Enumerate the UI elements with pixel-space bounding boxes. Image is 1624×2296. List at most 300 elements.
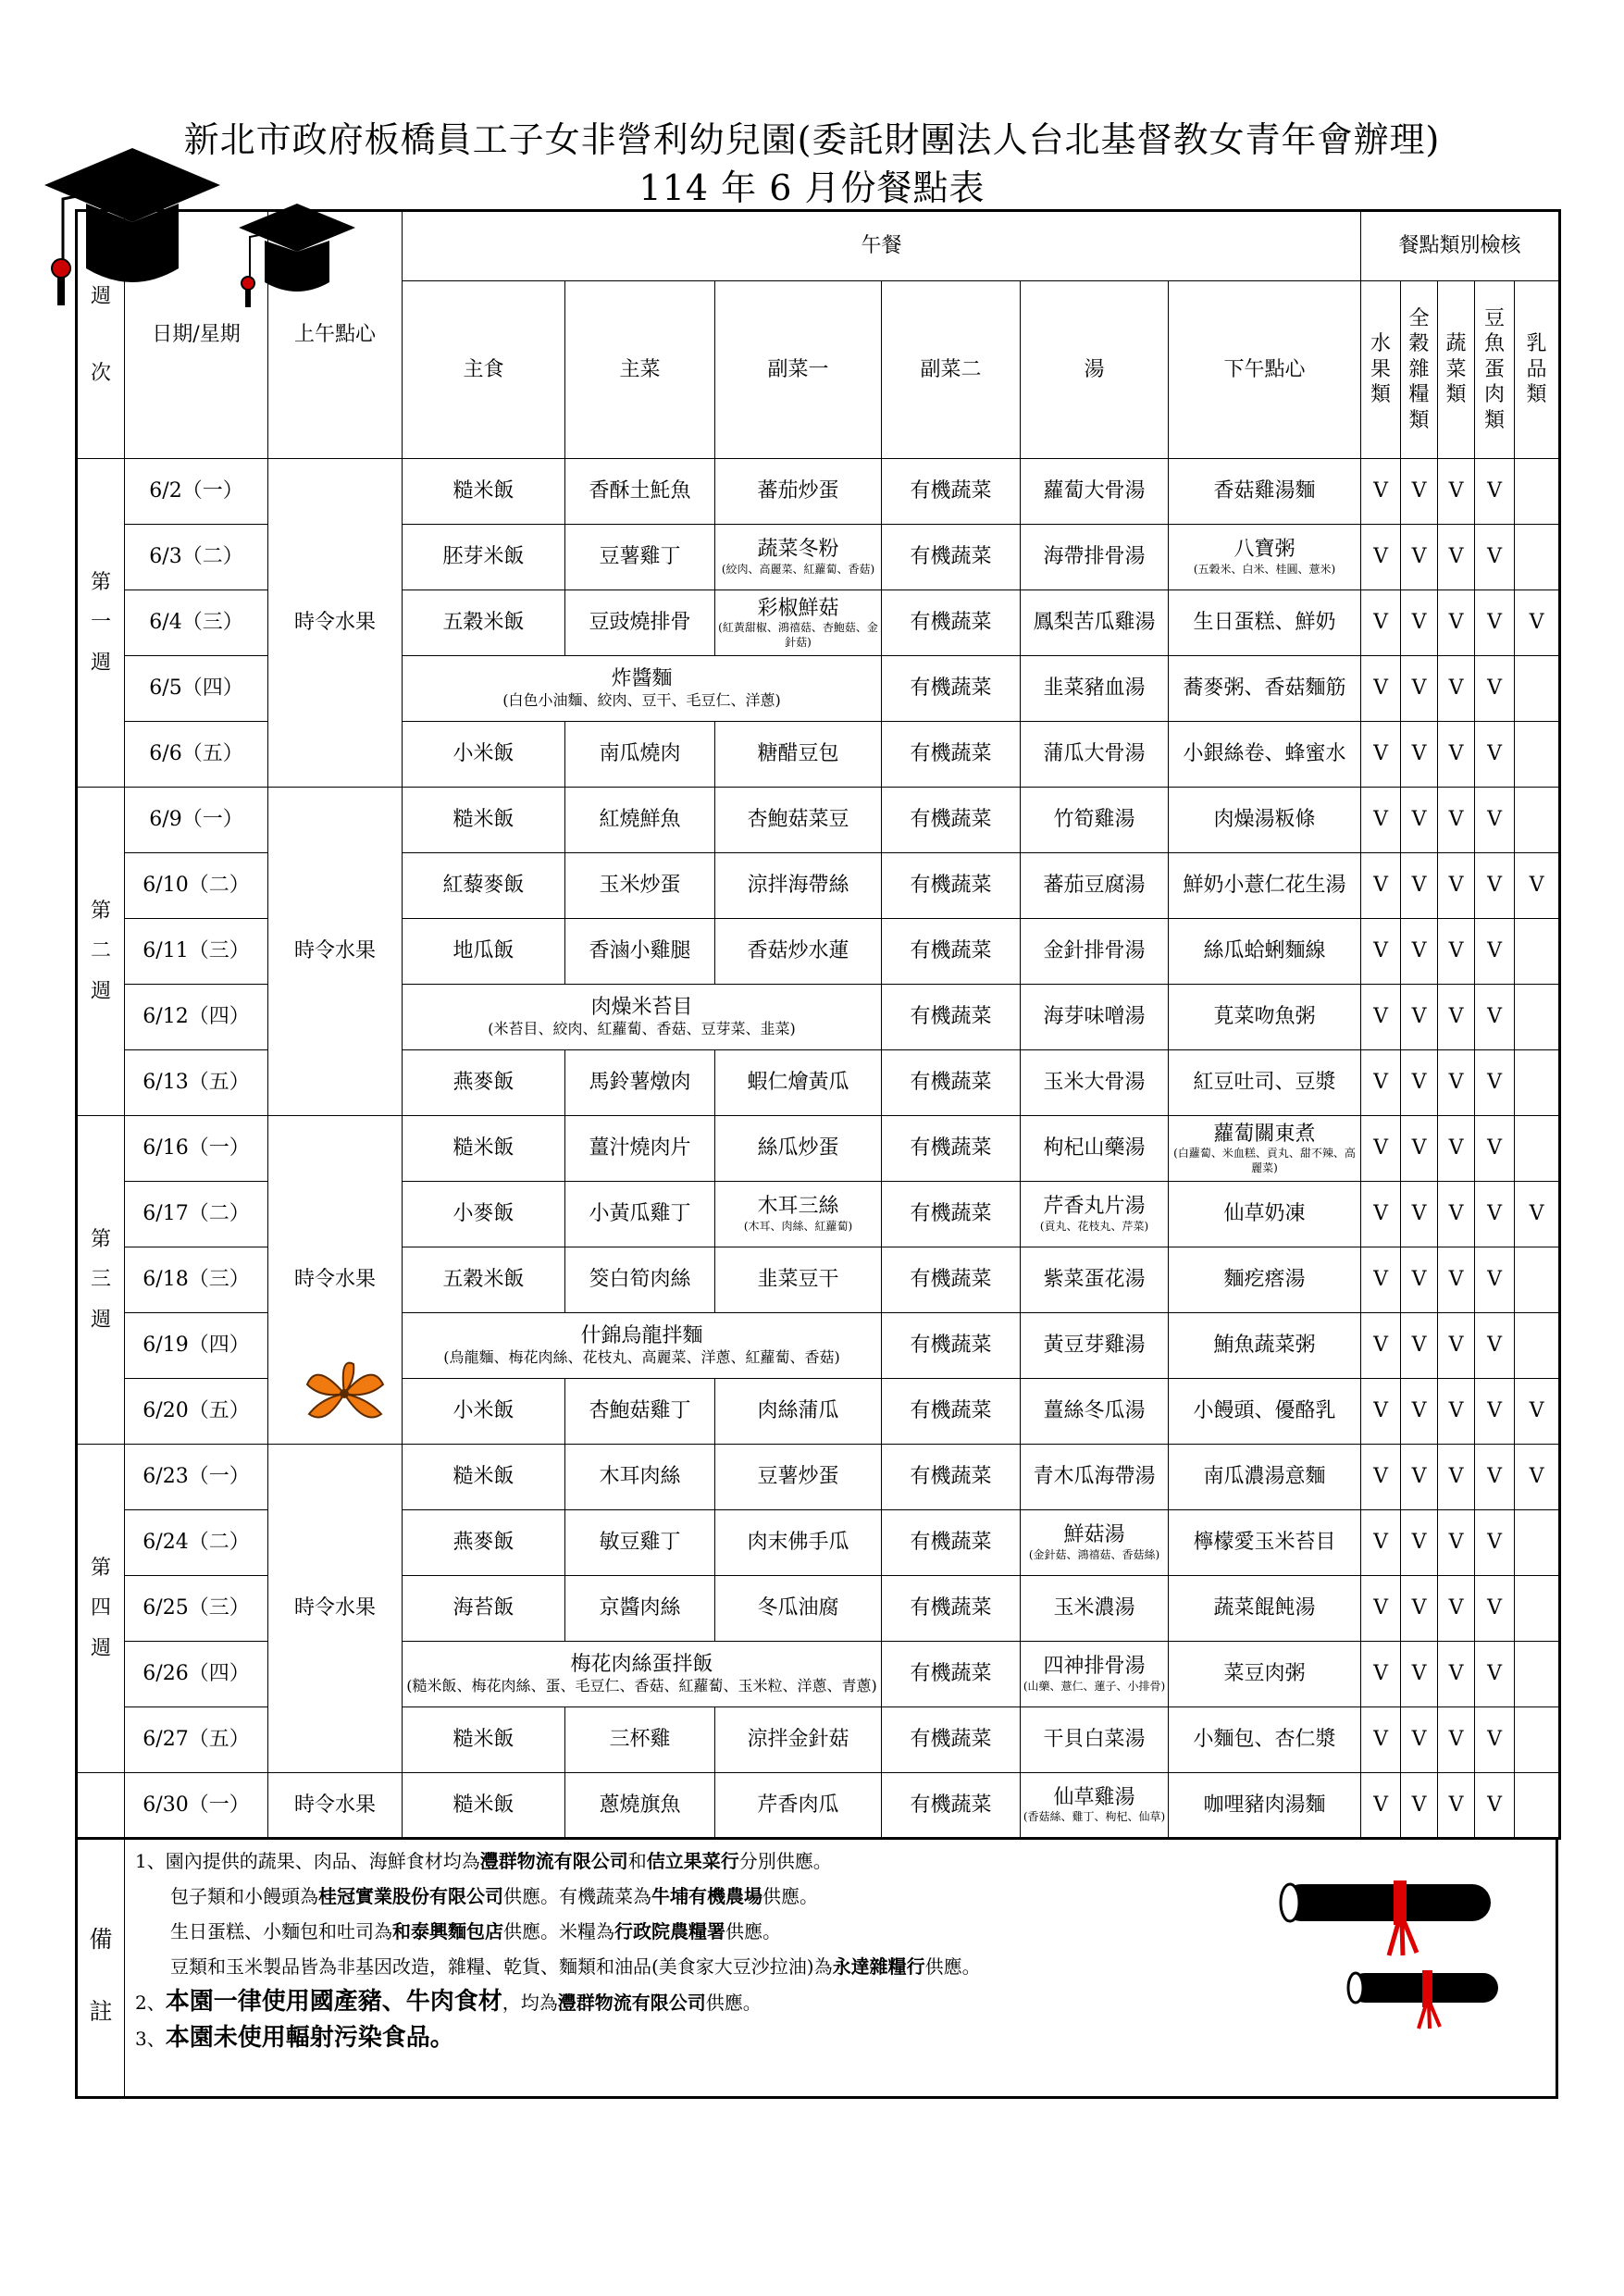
soup-cell	[1021, 590, 1169, 656]
check-mark: V	[1438, 985, 1475, 1050]
afternoon-snack-cell-text: 小饅頭、優酪乳	[1193, 1399, 1336, 1423]
date-cell: 6/20（五）	[125, 1379, 268, 1445]
staple-cell: 五穀米飯	[403, 1247, 565, 1313]
staple-cell: 糙米飯	[403, 1707, 565, 1773]
soup-cell-text: 金針排骨湯	[1043, 939, 1146, 963]
check-mark: V	[1475, 1247, 1515, 1313]
afternoon-snack-cell-text: 蔬菜餛飩湯	[1213, 1596, 1316, 1620]
check-mark: V	[1475, 656, 1515, 722]
afternoon-snack-cell-text: 小麵包、杏仁漿	[1193, 1728, 1336, 1752]
side-dish2-cell: 有機蔬菜	[882, 525, 1021, 590]
date-cell: 6/10（二）	[125, 853, 268, 919]
check-mark: V	[1361, 1576, 1401, 1642]
side-dish1-cell	[715, 1576, 882, 1642]
afternoon-snack-cell-text: 小銀絲卷、蜂蜜水	[1183, 742, 1346, 766]
check-veg-header: 蔬 菜 類	[1438, 281, 1475, 459]
afternoon-snack-cell-note: (白蘿蔔、米血糕、貢丸、甜不辣、高麗菜)	[1173, 1147, 1356, 1174]
staple-cell: 五穀米飯	[403, 590, 565, 656]
afternoon-snack-cell	[1169, 1510, 1361, 1576]
note-line-5: 2、本園一律使用國產豬、牛肉食材，均為灃群物流有限公司供應。	[135, 1988, 762, 2016]
check-mark	[1515, 1247, 1560, 1313]
afternoon-snack-cell	[1169, 590, 1361, 656]
soup-cell-text: 蘿蔔大骨湯	[1043, 479, 1146, 503]
combined-dish-note: (烏龍麵、梅花肉絲、花枝丸、高麗菜、洋蔥、紅蘿蔔、香菇)	[443, 1348, 840, 1367]
check-mark: V	[1438, 525, 1475, 590]
week-label: 第 四 週	[77, 1445, 125, 1773]
note-line-4: 豆類和玉米製品皆為非基因改造，雜糧、乾貨、麵類和油品(美食家大豆沙拉油)為永達雜糧行供應。	[170, 1955, 981, 1978]
afternoon-snack-cell-text: 紅豆吐司、豆漿	[1193, 1071, 1336, 1095]
date-cell: 6/13（五）	[125, 1050, 268, 1116]
check-mark: V	[1401, 590, 1438, 656]
check-mark: V	[1475, 1116, 1515, 1182]
soup-cell	[1021, 1642, 1169, 1707]
side-dish1-cell-text: 彩椒鮮菇	[757, 596, 839, 620]
check-mark	[1515, 1050, 1560, 1116]
soup-cell-text: 鮮菇湯	[1063, 1523, 1125, 1547]
check-mark: V	[1438, 1116, 1475, 1182]
check-mark: V	[1401, 1445, 1438, 1510]
combined-dish-note: (白色小油麵、絞肉、豆干、毛豆仁、洋蔥)	[502, 691, 781, 710]
morning-snack-cell: 時令水果	[268, 1445, 403, 1773]
date-cell: 6/24（二）	[125, 1510, 268, 1576]
check-mark: V	[1361, 1445, 1401, 1510]
staple-cell: 糙米飯	[403, 1773, 565, 1839]
staple-cell: 小米飯	[403, 722, 565, 788]
check-mark: V	[1515, 853, 1560, 919]
check-mark: V	[1401, 1510, 1438, 1576]
check-mark: V	[1361, 1116, 1401, 1182]
check-mark: V	[1475, 919, 1515, 985]
staple-cell: 燕麥飯	[403, 1050, 565, 1116]
date-cell: 6/30（一）	[125, 1773, 268, 1839]
side-dish1-cell-note: (絞肉、高麗菜、紅蘿蔔、香菇)	[721, 562, 875, 576]
check-mark: V	[1361, 590, 1401, 656]
morning-snack-cell: 時令水果	[268, 788, 403, 1116]
afternoon-snack-cell	[1169, 656, 1361, 722]
check-mark: V	[1361, 1773, 1401, 1839]
side-dish1-cell-text: 蕃茄炒蛋	[757, 479, 839, 503]
check-mark: V	[1361, 853, 1401, 919]
side-dish1-cell	[715, 853, 882, 919]
check-mark: V	[1475, 1773, 1515, 1839]
soup-cell	[1021, 525, 1169, 590]
date-cell: 6/9（一）	[125, 788, 268, 853]
check-mark: V	[1361, 1247, 1401, 1313]
check-mark: V	[1401, 1050, 1438, 1116]
date-cell: 6/27（五）	[125, 1707, 268, 1773]
check-mark: V	[1438, 1707, 1475, 1773]
afternoon-snack-cell	[1169, 722, 1361, 788]
staple-cell: 紅藜麥飯	[403, 853, 565, 919]
check-mark: V	[1515, 1379, 1560, 1445]
side-dish1-cell-text: 杏鮑菇菜豆	[747, 808, 849, 832]
check-mark	[1515, 1707, 1560, 1773]
afternoon-snack-cell	[1169, 1642, 1361, 1707]
check-mark	[1515, 1510, 1560, 1576]
check-mark: V	[1401, 1576, 1438, 1642]
main-dish-cell: 杏鮑菇雞丁	[565, 1379, 715, 1445]
soup-cell-text: 薑絲冬瓜湯	[1043, 1399, 1146, 1423]
side-dish1-cell-text: 豆薯炒蛋	[757, 1465, 839, 1489]
side-dish1-cell-text: 涼拌海帶絲	[747, 874, 849, 898]
check-mark: V	[1475, 1642, 1515, 1707]
check-mark: V	[1361, 1379, 1401, 1445]
staple-cell: 糙米飯	[403, 459, 565, 525]
page-title: 新北市政府板橋員工子女非營利幼兒園(委託財團法人台北基督教女青年會辦理)	[183, 119, 1441, 160]
afternoon-snack-cell-note: (五穀米、白米、桂圓、薏米)	[1193, 562, 1336, 576]
note-line-1: 1、園內提供的蔬果、肉品、海鮮食材均為灃群物流有限公司和佶立果菜行分別供應。	[135, 1850, 832, 1872]
staple-cell: 糙米飯	[403, 1116, 565, 1182]
soup-cell-text: 玉米濃湯	[1053, 1596, 1135, 1620]
lunch-header: 午餐	[403, 211, 1361, 281]
afternoon-snack-cell-text: 鮪魚蔬菜粥	[1213, 1334, 1316, 1358]
afternoon-snack-cell-text: 菜豆肉粥	[1223, 1662, 1306, 1686]
note-line-6: 3、本園未使用輻射污染食品。	[135, 2024, 454, 2052]
check-mark: V	[1438, 1379, 1475, 1445]
morning-snack-cell: 時令水果	[268, 459, 403, 788]
side-dish2-cell: 有機蔬菜	[882, 1182, 1021, 1247]
main-dish-cell: 南瓜燒肉	[565, 722, 715, 788]
staple-cell: 燕麥飯	[403, 1510, 565, 1576]
soup-cell-note: (金針菇、鴻禧菇、香菇絲)	[1028, 1547, 1160, 1561]
main-dish-cell: 筊白筍肉絲	[565, 1247, 715, 1313]
side-dish1-cell: 芹香肉瓜	[715, 1773, 882, 1839]
side-dish1-cell-text: 香菇炒水蓮	[747, 939, 849, 963]
date-cell: 6/5（四）	[125, 656, 268, 722]
soup-cell	[1021, 919, 1169, 985]
soup-cell	[1021, 1116, 1169, 1182]
afternoon-snack-cell	[1169, 1247, 1361, 1313]
check-mark: V	[1438, 459, 1475, 525]
side-dish2-cell: 有機蔬菜	[882, 1445, 1021, 1510]
check-mark: V	[1475, 788, 1515, 853]
soup-cell-note: (山藥、薏仁、蓮子、小排骨)	[1023, 1679, 1166, 1693]
check-mark: V	[1438, 722, 1475, 788]
main-dish-cell: 香滷小雞腿	[565, 919, 715, 985]
check-mark: V	[1361, 985, 1401, 1050]
check-mark	[1515, 788, 1560, 853]
afternoon-snack-cell	[1169, 1116, 1361, 1182]
check-mark: V	[1475, 1576, 1515, 1642]
afternoon-snack-cell-text: 檸檬愛玉米苔目	[1193, 1531, 1336, 1555]
afternoon-snack-cell-text: 肉燥湯粄條	[1213, 808, 1316, 832]
main-dish-cell: 香酥土魠魚	[565, 459, 715, 525]
check-mark: V	[1401, 1379, 1438, 1445]
check-grain-header: 全 穀 雜 糧 類	[1401, 281, 1438, 459]
check-mark: V	[1361, 1313, 1401, 1379]
main-dish-cell: 豆豉燒排骨	[565, 590, 715, 656]
date-cell: 6/12（四）	[125, 985, 268, 1050]
table-row	[77, 1445, 1560, 1510]
check-mark: V	[1401, 788, 1438, 853]
check-mark: V	[1401, 985, 1438, 1050]
soup-cell-text: 玉米大骨湯	[1043, 1071, 1146, 1095]
main-dish-cell: 紅燒鮮魚	[565, 788, 715, 853]
check-mark: V	[1361, 788, 1401, 853]
side-dish1-cell	[715, 1182, 882, 1247]
date-cell: 6/17（二）	[125, 1182, 268, 1247]
check-mark: V	[1438, 1445, 1475, 1510]
afternoon-snack-cell-text: 絲瓜蛤蜊麵線	[1203, 939, 1326, 963]
check-mark: V	[1401, 1773, 1438, 1839]
check-mark	[1515, 1313, 1560, 1379]
check-mark	[1515, 656, 1560, 722]
side-dish1-cell-text: 糖醋豆包	[757, 742, 839, 766]
soup-cell	[1021, 1247, 1169, 1313]
check-mark: V	[1401, 919, 1438, 985]
soup-cell-text: 蒲瓜大骨湯	[1043, 742, 1146, 766]
side-dish1-cell-note: (木耳、肉絲、紅蘿蔔)	[743, 1219, 853, 1233]
side-dish1-cell	[715, 525, 882, 590]
check-mark: V	[1401, 1707, 1438, 1773]
side-dish1-cell-text: 肉末佛手瓜	[747, 1531, 849, 1555]
week-label: 第 三 週	[77, 1116, 125, 1445]
soup-cell	[1021, 1445, 1169, 1510]
check-mark: V	[1401, 1313, 1438, 1379]
note-line-3: 生日蛋糕、小麵包和吐司為和泰興麵包店供應。米糧為行政院農糧署供應。	[170, 1920, 781, 1942]
soup-cell	[1021, 1379, 1169, 1445]
notes-body	[135, 1843, 981, 2056]
check-mark: V	[1361, 459, 1401, 525]
check-header: 餐點類別檢核	[1361, 211, 1560, 281]
afternoon-snack-cell-text: 麵疙瘩湯	[1223, 1268, 1306, 1292]
side-dish1-cell	[715, 459, 882, 525]
combined-dish-note: (糙米飯、梅花肉絲、蛋、毛豆仁、香菇、紅蘿蔔、玉米粒、洋蔥、青蔥)	[406, 1677, 877, 1695]
diploma-scroll-small-icon	[1341, 1967, 1507, 2032]
flower-icon	[298, 1357, 391, 1431]
soup-cell	[1021, 722, 1169, 788]
date-cell: 6/2（一）	[125, 459, 268, 525]
check-mark: V	[1401, 1116, 1438, 1182]
combined-dish	[403, 1313, 882, 1379]
soup-cell	[1021, 1576, 1169, 1642]
afternoon-snack-cell-text: 生日蛋糕、鮮奶	[1193, 611, 1336, 635]
date-cell: 6/6（五）	[125, 722, 268, 788]
soup-cell	[1021, 1773, 1169, 1839]
check-mark: V	[1401, 1247, 1438, 1313]
morning-snack-cell: 時令水果	[268, 1116, 403, 1445]
side-dish1-cell	[715, 590, 882, 656]
main-dish-cell: 木耳肉絲	[565, 1445, 715, 1510]
soup-cell-text: 黃豆芽雞湯	[1043, 1334, 1146, 1358]
side-dish1-cell-note: (紅黃甜椒、鴻禧菇、杏鮑菇、金針菇)	[718, 621, 878, 649]
side-dish1-cell-text: 木耳三絲	[757, 1195, 839, 1219]
staple-cell: 海苔飯	[403, 1576, 565, 1642]
soup-cell-text: 四神排骨湯	[1043, 1655, 1146, 1679]
side-dish2-cell: 有機蔬菜	[882, 1576, 1021, 1642]
side-dish2-cell: 有機蔬菜	[882, 853, 1021, 919]
afternoon-snack-cell-text: 香菇雞湯麵	[1213, 479, 1316, 503]
check-mark: V	[1401, 1642, 1438, 1707]
side-dish2-cell: 有機蔬菜	[882, 1313, 1021, 1379]
main-dish-cell: 小黃瓜雞丁	[565, 1182, 715, 1247]
side-dish2-cell: 有機蔬菜	[882, 1116, 1021, 1182]
side-dish2-cell: 有機蔬菜	[882, 722, 1021, 788]
combined-dish	[403, 985, 882, 1050]
side-dish1-cell	[715, 1116, 882, 1182]
afternoon-snack-cell	[1169, 1707, 1361, 1773]
check-mark	[1515, 1773, 1560, 1839]
soup-cell-text: 干貝白菜湯	[1043, 1728, 1146, 1752]
soup-cell	[1021, 656, 1169, 722]
staple-cell: 小米飯	[403, 1379, 565, 1445]
staple-cell: 糙米飯	[403, 788, 565, 853]
afternoon-snack-cell-text: 蕎麥粥、香菇麵筋	[1183, 676, 1346, 701]
soup-cell-text: 蕃茄豆腐湯	[1043, 874, 1146, 898]
soup-cell	[1021, 1510, 1169, 1576]
side-dish2-cell: 有機蔬菜	[882, 788, 1021, 853]
side-dish2-cell: 有機蔬菜	[882, 1773, 1021, 1839]
soup-cell	[1021, 853, 1169, 919]
date-cell: 6/25（三）	[125, 1576, 268, 1642]
afternoon-snack-cell-text: 仙草奶凍	[1223, 1202, 1306, 1226]
check-mark: V	[1438, 788, 1475, 853]
side-dish1-cell-text: 絲瓜炒蛋	[757, 1136, 839, 1160]
check-mark: V	[1361, 1510, 1401, 1576]
afternoon-snack-cell	[1169, 525, 1361, 590]
side-dish2-cell: 有機蔬菜	[882, 1050, 1021, 1116]
check-mark: V	[1475, 985, 1515, 1050]
soup-cell-text: 鳳梨苦瓜雞湯	[1033, 611, 1156, 635]
note-line-2: 包子類和小饅頭為桂冠實業股份有限公司供應。有機蔬菜為牛埔有機農場供應。	[170, 1885, 818, 1907]
check-mark: V	[1475, 1510, 1515, 1576]
side-dish2-cell: 有機蔬菜	[882, 985, 1021, 1050]
check-mark: V	[1438, 656, 1475, 722]
morning-snack-cell: 時令水果	[268, 1773, 403, 1839]
check-mark: V	[1515, 590, 1560, 656]
side-dish1-cell-text: 涼拌金針菇	[747, 1728, 849, 1752]
side-dish2-cell: 有機蔬菜	[882, 1247, 1021, 1313]
afternoon-snack-cell	[1169, 1576, 1361, 1642]
staple-cell: 糙米飯	[403, 1445, 565, 1510]
afternoon-snack-cell	[1169, 1379, 1361, 1445]
check-mark: V	[1475, 1182, 1515, 1247]
soup-cell-text: 海帶排骨湯	[1043, 545, 1146, 569]
check-mark: V	[1361, 1707, 1401, 1773]
side-dish2-cell: 有機蔬菜	[882, 459, 1021, 525]
afternoon-snack-cell	[1169, 788, 1361, 853]
check-mark: V	[1361, 656, 1401, 722]
check-mark: V	[1438, 1510, 1475, 1576]
staple-cell: 地瓜飯	[403, 919, 565, 985]
main-dish-cell: 三杯雞	[565, 1707, 715, 1773]
afternoon-snack-cell	[1169, 919, 1361, 985]
soup-cell	[1021, 788, 1169, 853]
menu-table	[75, 209, 1561, 1840]
check-mark: V	[1401, 525, 1438, 590]
check-mark: V	[1515, 1182, 1560, 1247]
combined-dish-text: 梅花肉絲蛋拌飯	[570, 1652, 713, 1676]
side-dish1-cell	[715, 1247, 882, 1313]
afternoon-snack-cell	[1169, 985, 1361, 1050]
soup-header: 湯	[1021, 281, 1169, 459]
combined-dish-text: 炸醬麵	[611, 666, 673, 690]
check-mark: V	[1475, 1379, 1515, 1445]
check-mark: V	[1361, 722, 1401, 788]
main-dish-cell: 敏豆雞丁	[565, 1510, 715, 1576]
check-mark	[1515, 1576, 1560, 1642]
afternoon-snack-cell	[1169, 1182, 1361, 1247]
afternoon-snack-header: 下午點心	[1169, 281, 1361, 459]
side-dish1-cell	[715, 919, 882, 985]
side-dish2-header: 副菜二	[882, 281, 1021, 459]
side-dish1-cell	[715, 1379, 882, 1445]
week-label: 第 二 週	[77, 788, 125, 1116]
combined-dish-text: 什錦烏龍拌麵	[580, 1323, 703, 1347]
notes-label: 備 註	[78, 1838, 125, 2096]
soup-cell	[1021, 1050, 1169, 1116]
main-dish-header: 主菜	[565, 281, 715, 459]
soup-cell	[1021, 1182, 1169, 1247]
soup-cell-text: 青木瓜海帶湯	[1033, 1465, 1156, 1489]
side-dish2-cell: 有機蔬菜	[882, 1642, 1021, 1707]
check-mark: V	[1438, 1182, 1475, 1247]
check-mark: V	[1438, 1773, 1475, 1839]
combined-dish-text: 肉燥米苔目	[590, 995, 693, 1019]
check-mark: V	[1475, 1050, 1515, 1116]
date-cell: 6/23（一）	[125, 1445, 268, 1510]
check-mark: V	[1401, 459, 1438, 525]
soup-cell	[1021, 985, 1169, 1050]
check-protein-header: 豆 魚 蛋 肉 類	[1475, 281, 1515, 459]
check-mark: V	[1475, 1707, 1515, 1773]
soup-cell	[1021, 1313, 1169, 1379]
soup-cell-text: 紫菜蛋花湯	[1043, 1268, 1146, 1292]
afternoon-snack-cell-text: 莧菜吻魚粥	[1213, 1005, 1316, 1029]
check-dairy-header: 乳 品 類	[1515, 281, 1560, 459]
date-cell: 6/3（二）	[125, 525, 268, 590]
afternoon-snack-cell: 咖哩豬肉湯麵	[1169, 1773, 1361, 1839]
soup-cell-text: 海芽味噌湯	[1043, 1005, 1146, 1029]
check-mark: V	[1361, 1642, 1401, 1707]
soup-cell-text: 韭菜豬血湯	[1043, 676, 1146, 701]
check-mark: V	[1515, 1445, 1560, 1510]
notes-section	[75, 1838, 1558, 2099]
morning-snack-header: 上午點心	[268, 211, 403, 459]
date-cell: 6/16（一）	[125, 1116, 268, 1182]
date-cell: 6/11（三）	[125, 919, 268, 985]
date-cell: 6/4（三）	[125, 590, 268, 656]
week-header: 週 次	[77, 211, 125, 459]
diploma-scroll-icon	[1273, 1877, 1505, 1960]
main-dish-cell: 豆薯雞丁	[565, 525, 715, 590]
soup-cell-text: 枸杞山藥湯	[1043, 1136, 1146, 1160]
side-dish1-cell-text: 蝦仁燴黃瓜	[747, 1071, 849, 1095]
side-dish1-cell	[715, 1050, 882, 1116]
side-dish2-cell: 有機蔬菜	[882, 1379, 1021, 1445]
table-row	[77, 459, 1560, 525]
week-label: 第 一 週	[77, 459, 125, 788]
afternoon-snack-cell-text: 蘿蔔關東煮	[1213, 1122, 1316, 1146]
check-mark	[1515, 459, 1560, 525]
soup-cell	[1021, 1707, 1169, 1773]
date-header: 日期/星期	[125, 211, 268, 459]
afternoon-snack-cell-text: 八寶粥	[1233, 538, 1295, 562]
side-dish1-cell-text: 韭菜豆干	[757, 1268, 839, 1292]
check-mark: V	[1475, 853, 1515, 919]
combined-dish	[403, 656, 882, 722]
main-dish-cell: 玉米炒蛋	[565, 853, 715, 919]
check-mark: V	[1361, 1050, 1401, 1116]
staple-header: 主食	[403, 281, 565, 459]
check-mark: V	[1475, 722, 1515, 788]
check-mark: V	[1438, 1576, 1475, 1642]
side-dish1-cell-text: 肉絲蒲瓜	[757, 1399, 839, 1423]
check-mark	[1515, 722, 1560, 788]
main-dish-cell: 蔥燒旗魚	[565, 1773, 715, 1839]
combined-dish-note: (米苔目、絞肉、紅蘿蔔、香菇、豆芽菜、韭菜)	[488, 1020, 796, 1038]
afternoon-snack-cell-text: 鮮奶小薏仁花生湯	[1183, 874, 1346, 898]
